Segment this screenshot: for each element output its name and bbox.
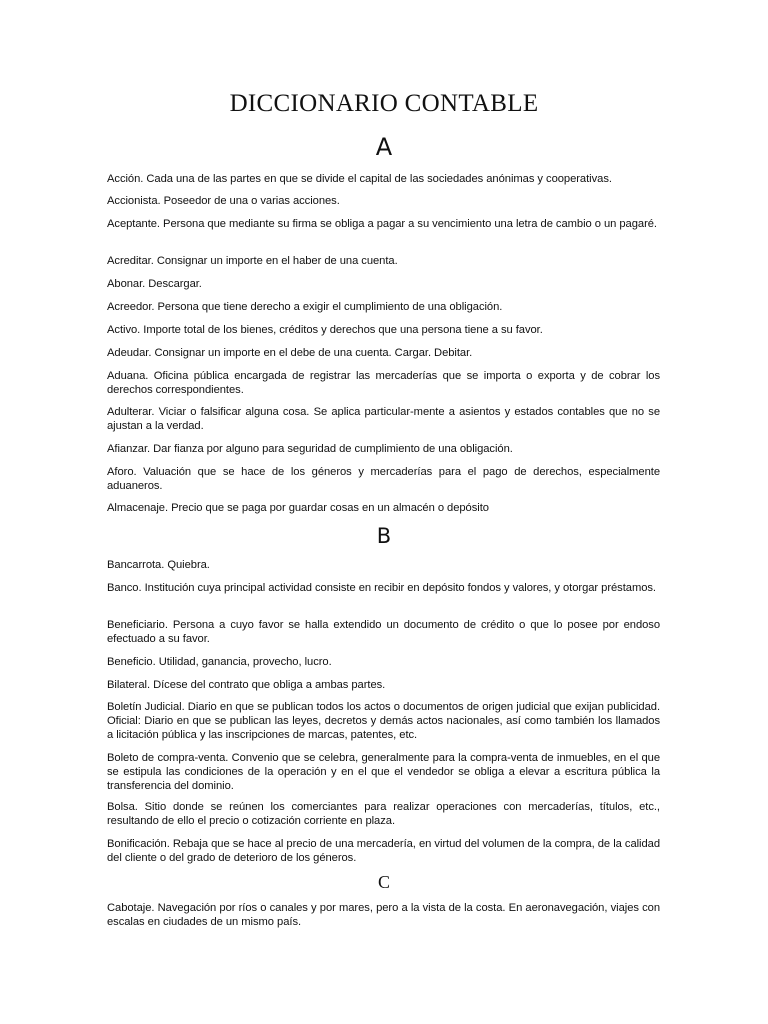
entry-aceptante: Aceptante. Persona que mediante su firma se obliga a pagar a su vencimiento una letra de cambio o un pagaré. <box>107 218 657 230</box>
entry-acreedor: Acreedor. Persona que tiene derecho a exigir el cumplimiento de una obligación. <box>107 301 503 313</box>
entry-boleto-compra-venta: Boleto de compra-venta. Convenio que se celebra, generalmente para la compra-venta de inmuebles, en el que se estipula las condiciones de la operación y en el que el vendedor se obliga a elevar a escritura pública la transferencia del dominio. <box>107 752 660 792</box>
entry-boletin-judicial: Boletín Judicial. Diario en que se publican todos los actos o documentos de origen judicial que exijan publicidad. Oficial: Diario en que se publican las leyes, decretos y demás actos nacionales, así como también los llamados a licitación pública y las inscripciones de marcas, patentes, etc. <box>107 701 660 741</box>
document-title: DICCIONARIO CONTABLE <box>229 90 539 117</box>
entry-bilateral: Bilateral. Dícese del contrato que obliga a ambas partes. <box>107 679 386 691</box>
entry-abonar: Abonar. Descargar. <box>107 278 202 290</box>
entry-banco: Banco. Institución cuya principal actividad consiste en recibir en depósito fondos y valores, y otorgar préstamos. <box>107 582 656 594</box>
entry-adulterar: Adulterar. Viciar o falsificar alguna cosa. Se aplica particular-mente a asientos y estados contables que no se ajustan a la verdad. <box>107 406 660 432</box>
entry-aforo: Aforo. Valuación que se hace de los géneros y mercaderías para el pago de derechos, especialmente aduaneros. <box>107 466 660 492</box>
entry-bolsa: Bolsa. Sitio donde se reúnen los comerciantes para realizar operaciones con mercaderías, títulos, etc., resultando de ello el precio o cotización corriente en plaza. <box>107 801 660 827</box>
entry-activo: Activo. Importe total de los bienes, créditos y derechos que una persona tiene a su favor. <box>107 324 543 336</box>
entry-accionista: Accionista. Poseedor de una o varias acciones. <box>107 195 340 207</box>
entry-beneficio: Beneficio. Utilidad, ganancia, provecho, lucro. <box>107 656 332 668</box>
section-letter-c: C <box>377 872 390 892</box>
section-letter-a: A <box>375 133 393 161</box>
entry-afianzar: Afianzar. Dar fianza por alguno para seguridad de cumplimiento de una obligación. <box>107 443 513 455</box>
section-letter-b: B <box>376 524 392 548</box>
entry-almacenaje: Almacenaje. Precio que se paga por guardar cosas en un almacén o depósito <box>107 502 489 514</box>
entry-bancarrota: Bancarrota. Quiebra. <box>107 559 210 571</box>
entry-aduana: Aduana. Oficina pública encargada de registrar las mercaderías que se importa o exporta y de cobrar los derechos correspondientes. <box>107 370 660 396</box>
entry-acreditar: Acreditar. Consignar un importe en el haber de una cuenta. <box>107 255 398 267</box>
entry-cabotaje: Cabotaje. Navegación por ríos o canales y por mares, pero a la vista de la costa. En aeronavegación, viajes con escalas en ciudades de un mismo país. <box>107 902 660 928</box>
entry-bonificacion: Bonificación. Rebaja que se hace al precio de una mercadería, en virtud del volumen de la compra, de la calidad del cliente o del grado de deterioro de los géneros. <box>107 838 660 864</box>
entry-beneficiario: Beneficiario. Persona a cuyo favor se halla extendido un documento de crédito o que lo posee por endoso efectuado a su favor. <box>107 619 660 645</box>
entry-accion: Acción. Cada una de las partes en que se divide el capital de las sociedades anónimas y cooperativas. <box>107 173 612 185</box>
entry-adeudar: Adeudar. Consignar un importe en el debe de una cuenta. Cargar. Debitar. <box>107 347 473 359</box>
